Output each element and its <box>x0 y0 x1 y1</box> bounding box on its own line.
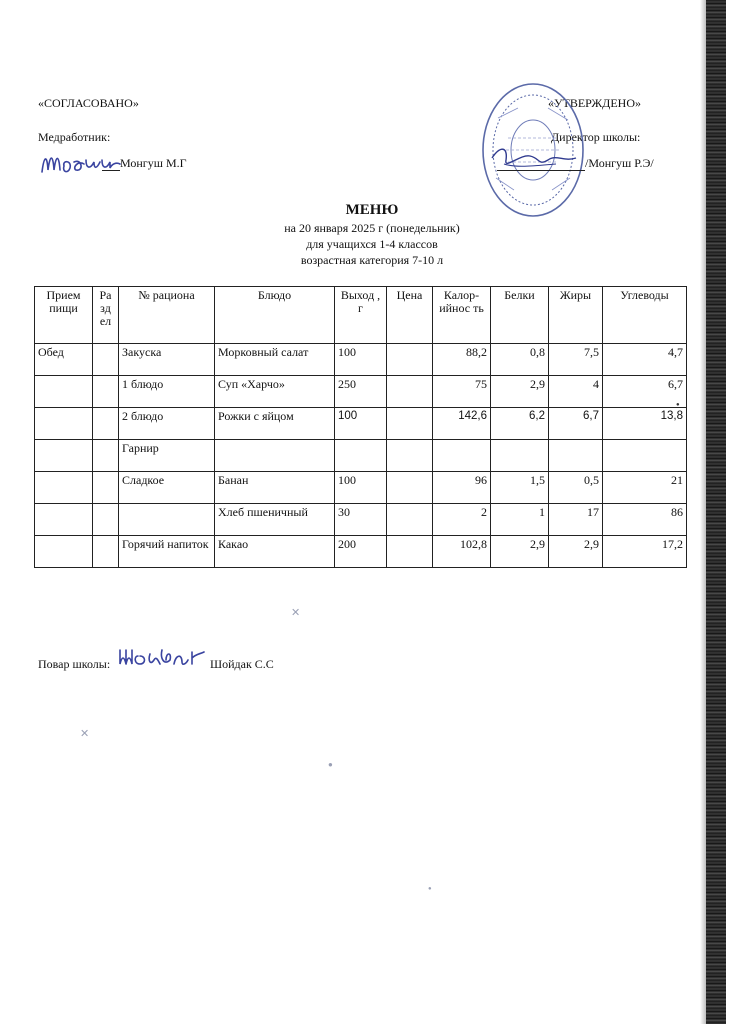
document-title: МЕНЮ <box>345 202 399 218</box>
cell-ration: Гарнир <box>119 440 215 472</box>
cell-carbs: 4,7 <box>603 344 687 376</box>
header-section: Ра зд ел <box>93 287 119 344</box>
cell-yield: 100 <box>335 408 387 440</box>
table-row <box>35 472 687 504</box>
cell-dish <box>215 440 335 472</box>
cell-fat: 7,5 <box>549 344 603 376</box>
cell-protein: 6,2 <box>491 408 549 440</box>
cell-price <box>387 440 433 472</box>
cell-ration: 1 блюдо <box>119 376 215 408</box>
cell-fat <box>549 440 603 472</box>
approved-right-label: «УТВЕРЖДЕНО» <box>548 96 642 110</box>
cell-price <box>387 504 433 536</box>
cell-yield: 100 <box>335 344 387 376</box>
cell-meal: Обед <box>35 344 93 376</box>
cell-ration: Сладкое <box>119 472 215 504</box>
header-kcal: Калор- ийнос ть <box>433 287 491 344</box>
svg-text:Шойдак: Шойдак <box>116 640 120 641</box>
scan-edge-artifact <box>706 0 726 1024</box>
table-row <box>35 344 687 376</box>
cell-ration: 2 блюдо <box>119 408 215 440</box>
cell-section <box>93 440 119 472</box>
cell-fat: 6,7 <box>549 408 603 440</box>
cell-yield: 250 <box>335 376 387 408</box>
cell-price <box>387 344 433 376</box>
cell-ration: Закуска <box>119 344 215 376</box>
cell-yield: 30 <box>335 504 387 536</box>
cell-meal <box>35 376 93 408</box>
cell-kcal <box>433 440 491 472</box>
cell-meal <box>35 536 93 568</box>
cell-ration: Горячий напиток <box>119 536 215 568</box>
cell-price <box>387 408 433 440</box>
cell-meal <box>35 472 93 504</box>
table-row <box>35 504 687 536</box>
cell-meal <box>35 440 93 472</box>
cell-kcal: 2 <box>433 504 491 536</box>
cell-carbs: 17,2 <box>603 536 687 568</box>
header-carbs: Углеводы <box>603 287 687 344</box>
cell-yield <box>335 440 387 472</box>
cell-meal <box>35 408 93 440</box>
cell-price <box>387 376 433 408</box>
menu-table <box>34 286 687 568</box>
cell-protein: 0,8 <box>491 344 549 376</box>
cell-dish: Какао <box>215 536 335 568</box>
cell-kcal: 75 <box>433 376 491 408</box>
header-ration: № рациона <box>119 287 215 344</box>
table-row <box>35 376 687 408</box>
medic-name: Монгуш М.Г <box>102 156 187 171</box>
header-fat: Жиры <box>549 287 603 344</box>
cell-dish: Хлеб пшеничный <box>215 504 335 536</box>
header-protein: Белки <box>491 287 549 344</box>
table-row <box>35 536 687 568</box>
cell-section <box>93 472 119 504</box>
cell-fat: 4 <box>549 376 603 408</box>
cell-dish: Суп «Харчо» <box>215 376 335 408</box>
cook-signature <box>116 640 208 678</box>
header-dish: Блюдо <box>215 287 335 344</box>
cell-ration <box>119 504 215 536</box>
cell-kcal: 142,6 <box>433 408 491 440</box>
medic-role-label: Медработник: <box>38 130 111 144</box>
cell-price <box>387 472 433 504</box>
students-line: для учащихся 1-4 классов <box>306 237 438 251</box>
cell-section <box>93 344 119 376</box>
cell-dish: Морковный салат <box>215 344 335 376</box>
header-price: Цена <box>387 287 433 344</box>
cell-fat: 2,9 <box>549 536 603 568</box>
cell-carbs: 13,8 <box>603 408 687 440</box>
svg-text:Монгуш: Монгуш <box>38 146 42 147</box>
cell-price <box>387 536 433 568</box>
director-name: /Монгуш Р.Э/ <box>497 156 654 171</box>
cell-carbs: 86 <box>603 504 687 536</box>
cell-fat: 0,5 <box>549 472 603 504</box>
cell-protein: 1,5 <box>491 472 549 504</box>
age-category-line: возрастная категория 7-10 л <box>300 253 444 267</box>
date-line: на 20 января 2025 г (понедельник) <box>284 221 460 235</box>
cell-carbs: 21 <box>603 472 687 504</box>
approved-left-label: «СОГЛАСОВАНО» <box>38 96 139 110</box>
cell-kcal: 102,8 <box>433 536 491 568</box>
cook-name: Шойдак С.С <box>210 657 274 671</box>
cell-section <box>93 536 119 568</box>
cell-kcal: 88,2 <box>433 344 491 376</box>
cell-yield: 200 <box>335 536 387 568</box>
cell-carbs: 6,7 <box>603 376 687 408</box>
director-role-label: Директор школы: <box>551 130 641 144</box>
cell-kcal: 96 <box>433 472 491 504</box>
cell-dish: Банан <box>215 472 335 504</box>
cell-dish: Рожки с яйцом <box>215 408 335 440</box>
table-row <box>35 440 687 472</box>
cell-section <box>93 408 119 440</box>
cell-protein: 2,9 <box>491 376 549 408</box>
cook-role-label: Повар школы: <box>38 657 111 671</box>
table-header-row <box>35 287 687 344</box>
cell-protein: 1 <box>491 504 549 536</box>
cell-protein <box>491 440 549 472</box>
header-meal: Прием пищи <box>35 287 93 344</box>
cell-protein: 2,9 <box>491 536 549 568</box>
cell-carbs <box>603 440 687 472</box>
cell-section <box>93 504 119 536</box>
cell-meal <box>35 504 93 536</box>
cell-yield: 100 <box>335 472 387 504</box>
cell-section <box>93 376 119 408</box>
table-row <box>35 408 687 440</box>
header-yield: Выход , г <box>335 287 387 344</box>
cell-fat: 17 <box>549 504 603 536</box>
